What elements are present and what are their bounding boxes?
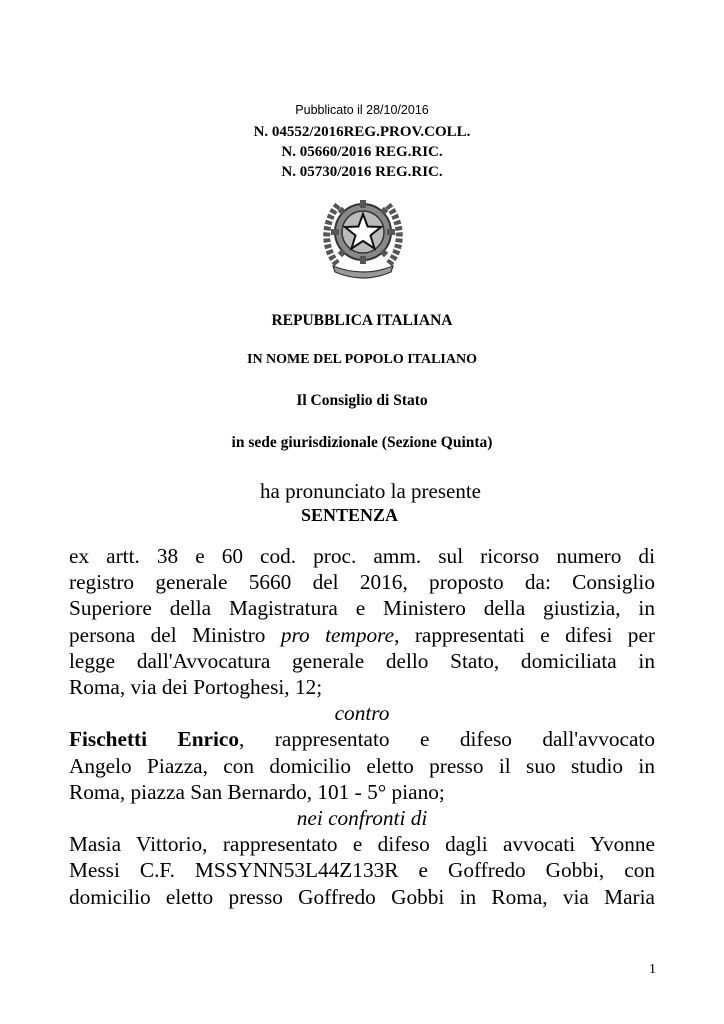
people-heading: IN NOME DEL POPOLO ITALIANO: [247, 352, 477, 367]
document-body: [69, 543, 655, 910]
sentence-title: SENTENZA: [301, 505, 399, 525]
body-line: [69, 726, 655, 752]
body-line: ex artt. 38 e 60 cod. proc. amm. sul ricorso numero di: [69, 544, 655, 568]
body-text-segment: , rappresentati e difesi per: [394, 622, 655, 647]
body-line: Superiore della Magistratura e Ministero della giustizia, in: [69, 596, 655, 621]
body-line: Roma, piazza San Bernardo, 101 - 5° piano;: [69, 779, 445, 804]
ref-reg-ric-1: N. 05660/2016 REG.RIC.: [281, 144, 443, 160]
body-text-segment: , rappresentato e difeso dall'avvocato: [239, 727, 655, 752]
publication-date: Pubblicato il 28/10/2016: [295, 103, 429, 117]
page-number: 1: [649, 962, 656, 977]
pro-tempore-italic: pro tempore: [280, 622, 395, 647]
body-line: Masia Vittorio, rappresentato e difeso dagli avvocati Yvonne: [69, 832, 655, 857]
body-line: Messi C.F. MSSYNN53L44Z133R e Goffredo Gobbi, con: [69, 858, 655, 883]
body-line: domicilio eletto presso Goffredo Gobbi in Roma, via Maria: [69, 884, 655, 909]
ref-reg-ric-2: N. 05730/2016 REG.RIC.: [281, 164, 443, 180]
body-line: Angelo Piazza, con domicilio eletto presso il suo studio in: [69, 753, 655, 778]
contro-label: contro: [334, 701, 390, 726]
case-references: [0, 122, 724, 182]
body-line: legge dall'Avvocatura generale dello Stato, domiciliata in: [69, 648, 655, 673]
body-text-segment: persona del Ministro: [69, 622, 281, 647]
emblem-of-italy-icon: [315, 186, 411, 282]
ref-prov-coll: N. 04552/2016REG.PROV.COLL.: [253, 124, 471, 140]
council-heading: Il Consiglio di Stato: [296, 392, 428, 409]
body-line: [69, 622, 655, 648]
section-heading: in sede giurisdizionale (Sezione Quinta): [231, 434, 493, 451]
republic-heading: REPUBBLICA ITALIANA: [271, 312, 453, 329]
pronounced-line: ha pronunciato la presente: [260, 479, 481, 503]
body-line: Roma, via dei Portoghesi, 12;: [69, 675, 323, 700]
body-line: registro generale 5660 del 2016, proposto da: Consiglio: [69, 570, 655, 595]
nei-confronti-label: nei confronti di: [296, 806, 428, 831]
respondent-name: Fischetti Enrico: [69, 727, 240, 752]
